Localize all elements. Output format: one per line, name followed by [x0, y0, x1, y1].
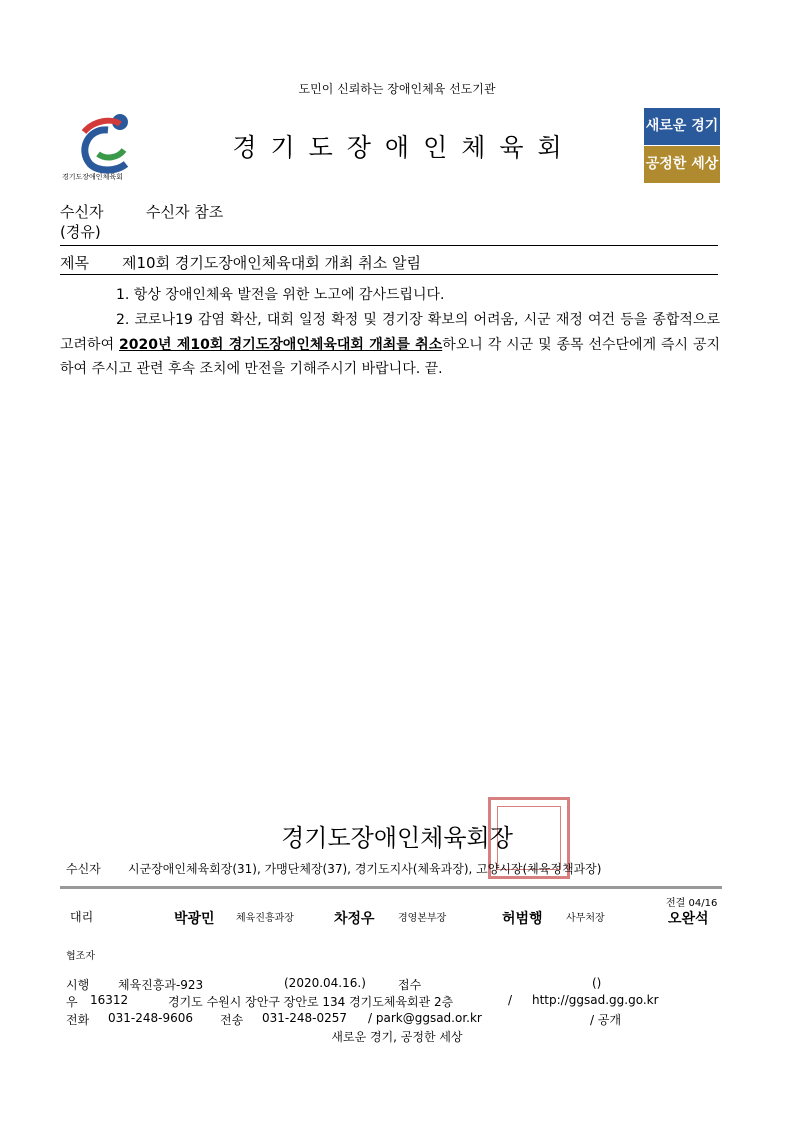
- approval-role: 대리: [70, 910, 94, 924]
- approval-name: 차정우: [334, 911, 375, 927]
- recipient-value: 수신자 참조: [146, 203, 224, 221]
- approval-name: 박광민: [174, 911, 215, 927]
- slogan-bottom: 공정한 세상: [644, 146, 720, 183]
- zip-code: 16312: [90, 993, 129, 1007]
- fax-number: 031-248-0257: [262, 1011, 348, 1025]
- subject-value: 제10회 경기도장애인체육대회 개최 취소 알림: [122, 254, 421, 272]
- enforce-value: 체육진흥과-923: [118, 978, 204, 992]
- logo-caption: 경기도장애인체육회: [62, 173, 123, 181]
- enforce-label: 시행: [66, 978, 90, 992]
- disclosure-status: / 공개: [590, 1013, 622, 1027]
- approval-name: 허범행: [502, 911, 543, 927]
- receive-value: (): [592, 976, 602, 990]
- subject-label: 제목: [60, 254, 89, 272]
- phone-label: 전화: [66, 1013, 90, 1027]
- phone-number: 031-248-9606: [108, 1011, 194, 1025]
- approval-name: 오완석: [668, 911, 709, 927]
- approval-note: 전결 04/16: [666, 898, 718, 909]
- cooperation-label: 협조자: [66, 951, 95, 962]
- slogan-badge: [644, 108, 720, 183]
- org-title: 경기도장애인체육회: [232, 133, 576, 162]
- divider: [60, 886, 722, 889]
- body-paragraph-2: [60, 308, 720, 382]
- footer-slogan: 새로운 경기, 공정한 세상: [331, 1030, 463, 1044]
- email-link[interactable]: / park@ggsad.or.kr: [368, 1011, 482, 1025]
- zip-label: 우: [66, 995, 78, 1009]
- enforce-date: (2020.04.16.): [284, 976, 366, 990]
- fax-label: 전송: [220, 1013, 244, 1027]
- divider: [60, 245, 718, 246]
- approval-role: 체육진흥과장: [236, 913, 294, 924]
- separator: /: [508, 993, 513, 1007]
- body-text: 2. 코로나19 감염 확산, 대회 일정 확정 및 경기장 확보의 어려움, 시군 재정 여건 등을 종합적으로 고려하여: [60, 312, 720, 353]
- address: 경기도 수원시 장안구 장안로 134 경기도체육회관 2층: [168, 995, 454, 1009]
- website-link[interactable]: http://ggsad.gg.go.kr: [532, 993, 659, 1007]
- recipients-value: 시군장애인체육회장(31), 가맹단체장(37), 경기도지사(체육과장), 고양시장(체육정책과장): [128, 862, 602, 876]
- body-text: 하오니 각 시군 및 종목 선수단에게 즉시 공지하여 주시고 관련 후속 조치에 만전을 기해주시기 바랍니다. 끝.: [60, 336, 721, 377]
- slogan-top: 새로운 경기: [644, 108, 720, 145]
- issuer-name: 경기도장애인체육회장: [281, 824, 513, 852]
- approval-role: 사무처장: [566, 913, 605, 924]
- via-label: (경유): [60, 223, 101, 241]
- receive-label: 접수: [398, 978, 422, 992]
- body-emphasis: 2020년 제10회 경기도장애인체육대회 개최를 취소: [119, 336, 443, 353]
- recipients-label: 수신자: [66, 862, 101, 876]
- org-motto: 도민이 신뢰하는 장애인체육 선도기관: [298, 82, 496, 96]
- divider: [60, 274, 718, 275]
- approval-role: 경영본부장: [398, 913, 447, 924]
- body-paragraph-1: 1. 항상 장애인체육 발전을 위한 노고에 감사드립니다.: [116, 287, 445, 303]
- recipient-label: 수신자: [60, 203, 104, 221]
